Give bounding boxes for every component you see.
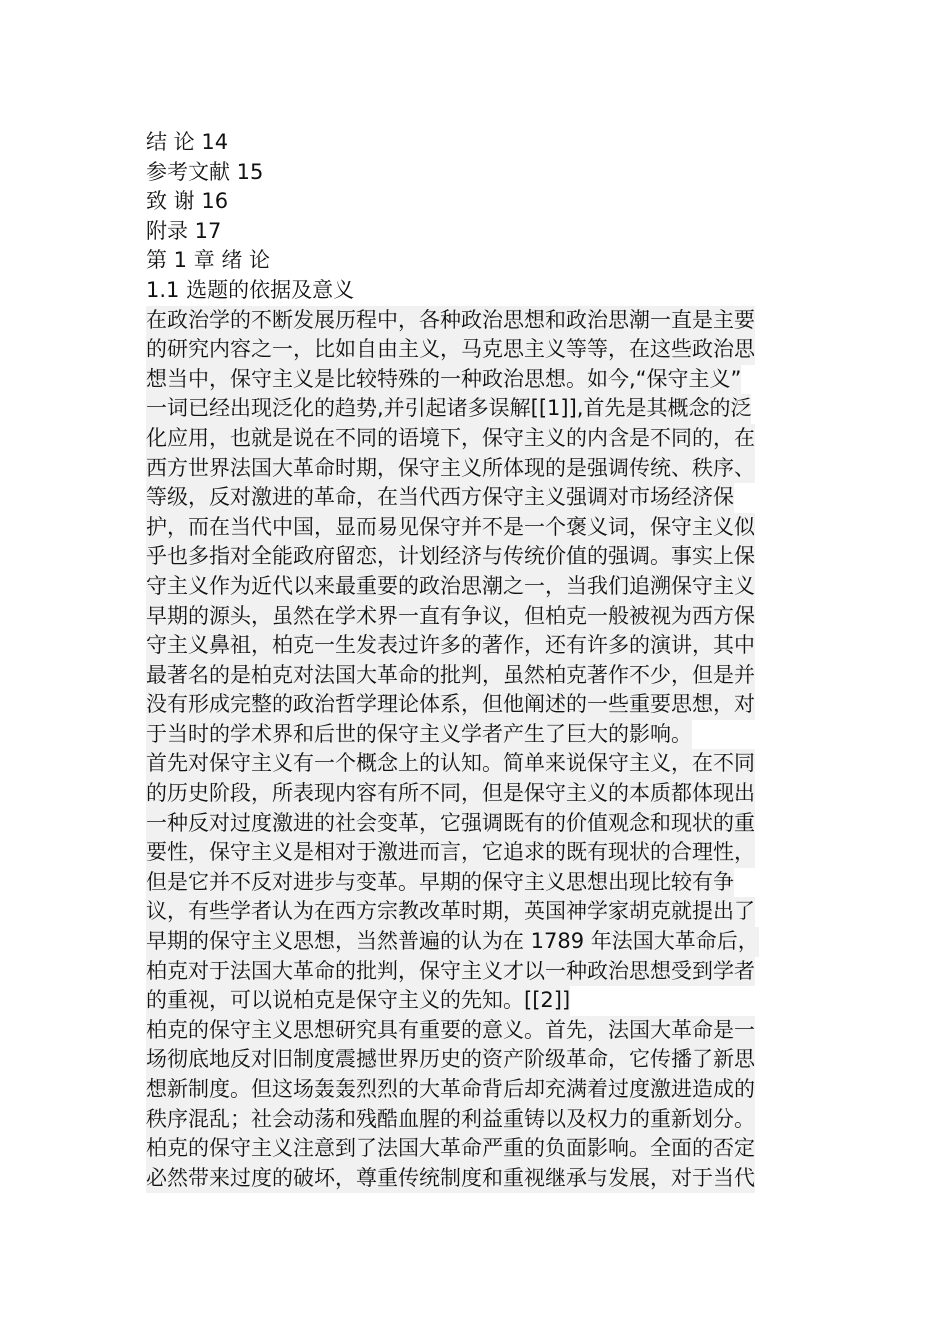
text-line-content: 想新制度。但这场轰轰烈烈的大革命背后却充满着过度激进造成的 xyxy=(146,1075,755,1105)
text-line-content: 首先对保守主义有一个概念上的认知。简单来说保守主义，在不同 xyxy=(146,749,755,779)
text-line-content: 但是它并不反对进步与变革。早期的保守主义思想出现比较有争 xyxy=(146,868,734,898)
text-line-content: 乎也多指对全能政府留恋，计划经济与传统价值的强调。事实上保 xyxy=(146,542,755,572)
text-line-content: 在政治学的不断发展历程中，各种政治思想和政治思潮一直是主要 xyxy=(146,306,755,336)
text-line xyxy=(146,1134,796,1164)
text-line-content: 一词已经出现泛化的趋势,并引起诸多误解[[1]],首先是其概念的泛 xyxy=(146,394,751,424)
text-line-content: 早期的源头，虽然在学术界一直有争议，但柏克一般被视为西方保 xyxy=(146,602,755,632)
text-line xyxy=(146,690,796,720)
text-line xyxy=(146,335,796,365)
text-line-content: 的历史阶段，所表现内容有所不同，但是保守主义的本质都体现出 xyxy=(146,779,755,809)
text-line xyxy=(146,720,796,750)
text-line xyxy=(146,572,796,602)
text-line-content: 场彻底地反对旧制度震撼世界历史的资产阶级革命，它传播了新思 xyxy=(146,1045,755,1075)
text-line xyxy=(146,1045,796,1075)
text-line xyxy=(146,602,796,632)
text-line xyxy=(146,454,796,484)
text-line xyxy=(146,957,796,987)
paragraph xyxy=(146,749,796,1015)
text-line xyxy=(146,365,796,395)
text-line xyxy=(146,661,796,691)
text-line-content: 一种反对过度激进的社会变革，它强调既有的价值观念和现状的重 xyxy=(146,809,755,839)
paragraph xyxy=(146,1016,796,1194)
text-line-content: 没有形成完整的政治哲学理论体系，但他阐述的一些重要思想，对 xyxy=(146,690,755,720)
text-line-content: 的重视，可以说柏克是保守主义的先知。[[2]] xyxy=(146,986,570,1016)
chapter-title: 第 1 章 绪 论 xyxy=(146,248,271,273)
text-line-content: 柏克对于法国大革命的批判，保守主义才以一种政治思想受到学者 xyxy=(146,957,755,987)
paragraph xyxy=(146,306,796,750)
text-line xyxy=(146,424,796,454)
text-line-content: 柏克的保守主义思想研究具有重要的意义。首先，法国大革命是一 xyxy=(146,1016,755,1046)
text-line xyxy=(146,868,796,898)
text-line-content: 想当中，保守主义是比较特殊的一种政治思想。如今,“保守主义” xyxy=(146,365,741,395)
text-line xyxy=(146,927,796,957)
toc-entry-references: 参考文献 15 xyxy=(146,159,264,184)
text-line xyxy=(146,1016,796,1046)
text-line-content: 于当时的学术界和后世的保守主义学者产生了巨大的影响。 xyxy=(146,720,692,750)
section-title: 1.1 选题的依据及意义 xyxy=(146,277,355,302)
text-line xyxy=(146,779,796,809)
text-line-content: 西方世界法国大革命时期，保守主义所体现的是强调传统、秩序、 xyxy=(146,454,755,484)
text-line-content: 等级，反对激进的革命，在当代西方保守主义强调对市场经济保 xyxy=(146,483,734,513)
text-line xyxy=(146,394,796,424)
text-line-content: 秩序混乱；社会动荡和残酷血腥的利益重铸以及权力的重新划分。 xyxy=(146,1105,755,1135)
toc-entry-appendix: 附录 17 xyxy=(146,218,222,243)
document-page xyxy=(146,128,796,1193)
toc-entry-conclusion: 结 论 14 xyxy=(146,130,229,154)
text-line xyxy=(146,542,796,572)
text-line xyxy=(146,306,796,336)
text-line xyxy=(146,1164,796,1194)
text-line xyxy=(146,809,796,839)
text-line-content: 早期的保守主义思想，当然普遍的认为在 1789 年法国大革命后， xyxy=(146,927,759,957)
text-line xyxy=(146,749,796,779)
text-line xyxy=(146,838,796,868)
text-line-content: 最著名的是柏克对法国大革命的批判，虽然柏克著作不少，但是并 xyxy=(146,661,755,691)
text-line-content: 化应用，也就是说在不同的语境下，保守主义的内含是不同的，在 xyxy=(146,424,755,454)
text-line xyxy=(146,1075,796,1105)
text-line xyxy=(146,513,796,543)
text-line-content: 护，而在当代中国，显而易见保守并不是一个褒义词，保守主义似 xyxy=(146,513,755,543)
text-line xyxy=(146,631,796,661)
toc-entry-acknowledgements: 致 谢 16 xyxy=(146,189,229,214)
text-line-content: 守主义作为近代以来最重要的政治思潮之一，当我们追溯保守主义 xyxy=(146,572,755,602)
text-line xyxy=(146,1105,796,1135)
text-line-content: 守主义鼻祖，柏克一生发表过许多的著作，还有许多的演讲，其中 xyxy=(146,631,755,661)
text-line xyxy=(146,897,796,927)
text-line-content: 必然带来过度的破坏，尊重传统制度和重视继承与发展，对于当代 xyxy=(146,1164,755,1194)
text-line-content: 柏克的保守主义注意到了法国大革命严重的负面影响。全面的否定 xyxy=(146,1134,755,1164)
table-of-contents xyxy=(146,128,796,246)
text-line xyxy=(146,483,796,513)
text-line-content: 的研究内容之一，比如自由主义，马克思主义等等，在这些政治思 xyxy=(146,335,755,365)
text-line-content: 要性，保守主义是相对于激进而言，它追求的既有现状的合理性， xyxy=(146,838,755,868)
body-text xyxy=(146,306,796,1194)
text-line xyxy=(146,986,796,1016)
text-line-content: 议，有些学者认为在西方宗教改革时期，英国神学家胡克就提出了 xyxy=(146,897,755,927)
